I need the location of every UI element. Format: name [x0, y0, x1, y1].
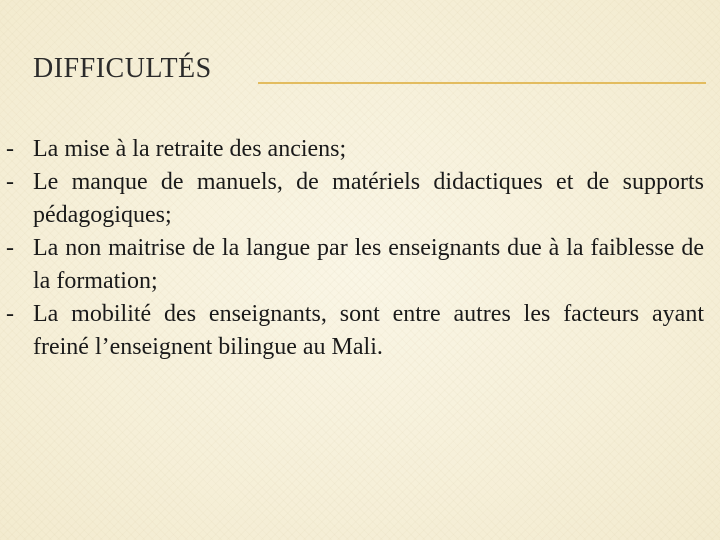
list-item — [6, 232, 704, 298]
list-item-text: La mobilité des enseignants, sont entre autres les facteurs ayant freiné l’enseignent bilingue au Mali. — [33, 301, 704, 360]
bullet-dash: - — [6, 169, 14, 195]
title-underline — [258, 82, 706, 84]
list-item — [6, 298, 704, 364]
list-item-text: La non maitrise de la langue par les enseignants due à la faiblesse de la formation; — [33, 235, 704, 294]
bullet-dash: - — [6, 136, 14, 162]
list-item-text: Le manque de manuels, de matériels didactiques et de supports pédagogiques; — [33, 169, 704, 228]
bullet-dash: - — [6, 301, 14, 327]
slide-title: DIFFICULTÉS — [33, 53, 212, 84]
bullet-list — [6, 133, 704, 364]
list-item-text: La mise à la retraite des anciens; — [33, 136, 347, 162]
bullet-dash: - — [6, 235, 14, 261]
list-item — [6, 133, 704, 166]
list-item — [6, 166, 704, 232]
